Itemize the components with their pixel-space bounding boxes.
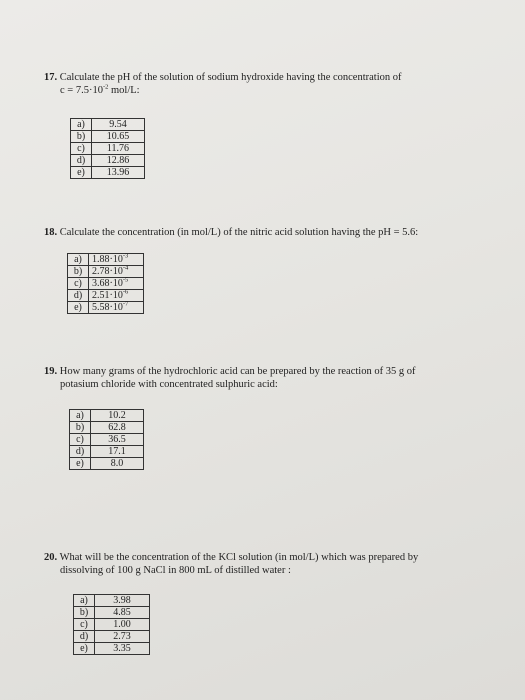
answer-table-19 (69, 409, 144, 470)
answer-row (68, 266, 144, 278)
option-base: 2.51·10 (92, 290, 123, 301)
answer-row (74, 619, 150, 631)
question-17-line2 (44, 84, 464, 97)
question-19-text-cont: potasium chloride with concentrated sulphuric acid: (60, 379, 278, 390)
question-19-text: How many grams of the hydrochloric acid can be prepared by the reaction of 35 g of (59, 366, 416, 377)
option-exp: -4 (122, 264, 129, 272)
option-letter: c) (68, 278, 89, 290)
option-letter: d) (74, 631, 95, 643)
option-base: 1.88·10 (92, 254, 123, 265)
answer-row (71, 143, 145, 155)
question-19 (44, 365, 464, 391)
option-value: 10.65 (92, 131, 145, 143)
question-19-line2 (44, 378, 464, 391)
option-value (89, 266, 144, 278)
option-letter: c) (70, 434, 91, 446)
answer-table-20 (73, 594, 150, 655)
option-letter: b) (71, 131, 92, 143)
option-letter: e) (70, 458, 91, 470)
option-value: 62.8 (91, 422, 144, 434)
question-18-text: Calculate the concentration (in mol/L) of the nitric acid solution having the pH = 5.6: (59, 227, 419, 238)
question-17-conc: c = 7.5·10 (60, 85, 103, 96)
option-value (89, 290, 144, 302)
answer-row (68, 302, 144, 314)
option-letter: a) (70, 410, 91, 422)
question-20-line1 (44, 551, 464, 564)
question-20-number: 20. (44, 552, 58, 563)
question-20-text-cont: dissolving of 100 g NaCl in 800 mL of distilled water : (60, 565, 291, 576)
option-letter: a) (71, 119, 92, 131)
question-20-line2 (44, 564, 464, 577)
option-exp: -5 (122, 276, 129, 284)
question-19-number: 19. (44, 366, 58, 377)
option-value: 9.54 (92, 119, 145, 131)
question-18-number: 18. (44, 227, 58, 238)
option-value: 8.0 (91, 458, 144, 470)
answer-row (71, 131, 145, 143)
answer-row (70, 410, 144, 422)
option-value: 13.96 (92, 167, 145, 179)
answer-row (74, 631, 150, 643)
option-value: 10.2 (91, 410, 144, 422)
option-base: 3.68·10 (92, 278, 123, 289)
option-letter: c) (71, 143, 92, 155)
option-letter: c) (74, 619, 95, 631)
question-20-text: What will be the concentration of the KCl solution (in mol/L) which was prepared by (59, 552, 419, 563)
option-base: 5.58·10 (92, 302, 123, 313)
answer-row (70, 434, 144, 446)
question-17-unit: mol/L: (108, 85, 140, 96)
question-17-line1 (44, 71, 464, 84)
answer-row (74, 607, 150, 619)
option-value: 36.5 (91, 434, 144, 446)
answer-row (68, 278, 144, 290)
answer-row (71, 119, 145, 131)
answer-table-17 (70, 118, 145, 179)
question-17-text: Calculate the pH of the solution of sodium hydroxide having the concentration of (59, 72, 402, 83)
option-letter: b) (74, 607, 95, 619)
question-19-line1 (44, 365, 464, 378)
option-value: 2.73 (95, 631, 150, 643)
answer-row (74, 643, 150, 655)
option-letter: d) (68, 290, 89, 302)
option-letter: e) (74, 643, 95, 655)
answer-row (70, 446, 144, 458)
option-value: 3.35 (95, 643, 150, 655)
answer-row (71, 155, 145, 167)
answer-row (70, 422, 144, 434)
option-value (89, 278, 144, 290)
option-value (89, 302, 144, 314)
answer-row (70, 458, 144, 470)
question-17-conc-exp: -2 (102, 83, 109, 91)
option-exp: -7 (122, 300, 129, 308)
question-18 (44, 226, 464, 239)
option-letter: a) (68, 254, 89, 266)
answer-row (74, 595, 150, 607)
option-base: 2.78·10 (92, 266, 123, 277)
answer-row (71, 167, 145, 179)
option-letter: d) (70, 446, 91, 458)
question-17-number: 17. (44, 72, 58, 83)
option-exp: -6 (122, 288, 129, 296)
option-value: 3.98 (95, 595, 150, 607)
option-value: 1.00 (95, 619, 150, 631)
question-20 (44, 551, 464, 577)
option-value: 11.76 (92, 143, 145, 155)
option-exp: -3 (122, 252, 129, 260)
option-letter: e) (71, 167, 92, 179)
question-18-line1 (44, 226, 464, 239)
option-value: 17.1 (91, 446, 144, 458)
option-letter: e) (68, 302, 89, 314)
option-letter: b) (68, 266, 89, 278)
option-value: 12.86 (92, 155, 145, 167)
question-17 (44, 71, 464, 97)
option-letter: b) (70, 422, 91, 434)
option-letter: d) (71, 155, 92, 167)
answer-row (68, 254, 144, 266)
option-value: 4.85 (95, 607, 150, 619)
option-value (89, 254, 144, 266)
option-letter: a) (74, 595, 95, 607)
answer-table-18 (67, 253, 144, 314)
answer-row (68, 290, 144, 302)
